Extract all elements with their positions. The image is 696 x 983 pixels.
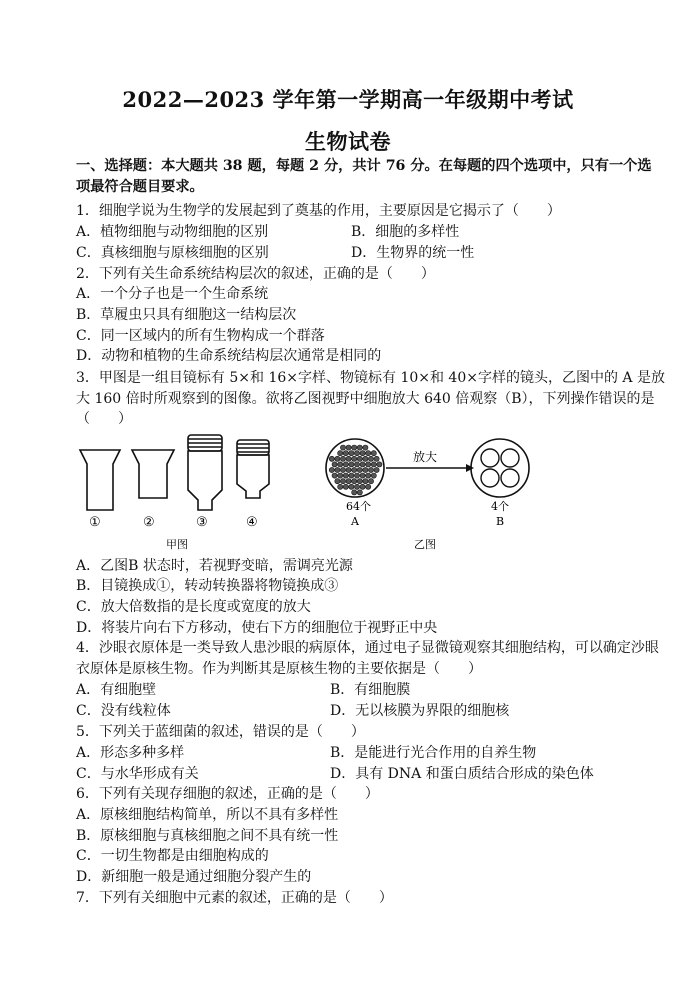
question-2-option-d: D．动物和植物的生命系统结构层次通常是相同的 — [76, 348, 382, 364]
question-3-option-a: A．乙图B 状态时，若视野变暗，需调亮光源 — [76, 558, 353, 574]
view-a-cell — [360, 473, 365, 478]
view-b-cell — [481, 469, 499, 487]
view-a-cell — [354, 473, 359, 478]
lens-label-3: ③ — [196, 515, 208, 530]
question-4-option-d: D．无以核膜为界限的细胞核 — [330, 703, 510, 719]
view-a-cell — [368, 479, 373, 484]
question-3-option-c: C．放大倍数指的是长度或宽度的放大 — [76, 599, 311, 615]
question-4-option-c: C．没有线粒体 — [76, 703, 171, 719]
lens-3-thread — [188, 439, 222, 447]
question-3-stem: 3．甲图是一组目镜标有 5×和 16×字样、物镜标有 10×和 40×字样的镜头，乙图中的 A 是放大 160 倍时所观察到的图像。欲将乙图视野中细胞放大 640 倍观察（B），下列操作错误的是（ ） — [76, 370, 665, 427]
question-2-option-b: B．草履虫只具有细胞这一结构层次 — [76, 307, 297, 323]
magnify-arrow — [386, 464, 474, 472]
view-a-cell — [366, 484, 371, 489]
view-a-cell — [338, 473, 343, 478]
section-heading: 一、选择题：本大题共 38 题，每题 2 分，共计 76 分。在每题的四个选项中，只有一个选项最符合题目要求。 — [76, 158, 652, 195]
question-5-option-b: B．是能进行光合作用的自养生物 — [330, 745, 537, 761]
view-a-cell — [338, 484, 343, 489]
question-6-option-c: C．一切生物都是由细胞构成的 — [76, 848, 269, 864]
view-a-cell — [357, 479, 362, 484]
view-a-cell — [360, 484, 365, 489]
view-a-cell — [338, 462, 343, 467]
view-a-cell — [354, 451, 359, 456]
lens-1-shape — [80, 450, 120, 510]
question-6-stem: 6．下列有关现存细胞的叙述，正确的是（ ） — [76, 786, 379, 802]
view-a-cell — [343, 484, 348, 489]
view-a-cell — [346, 467, 351, 472]
question-2-option-c: C．同一区域内的所有生物构成一个群落 — [76, 328, 325, 344]
view-a — [326, 439, 384, 497]
view-a-cell — [363, 456, 368, 461]
question-7-stem: 7．下列有关细胞中元素的叙述，正确的是（ ） — [76, 890, 393, 906]
view-a-cells — [329, 445, 382, 495]
view-a-cell — [374, 456, 379, 461]
question-5-option-d: D．具有 DNA 和蛋白质结合形成的染色体 — [330, 766, 594, 782]
lens-4-body — [237, 455, 269, 498]
view-a-cell — [340, 445, 345, 450]
view-a-cell — [371, 462, 376, 467]
lens-set-jia — [80, 435, 269, 510]
view-a-cell — [329, 467, 334, 472]
question-1-option-a: A．植物细胞与动物细胞的区别 — [76, 224, 269, 240]
question-3-option-b: B．目镜换成①，转动转换器将物镜换成③ — [76, 578, 339, 594]
question-3-option-d: D．将装片向右下方移动，使右下方的细胞位于视野正中央 — [76, 620, 438, 636]
view-b-count: 4个 — [491, 500, 509, 513]
question-1-stem: 1．细胞学说为生物学的发展起到了奠基的作用，主要原因是它揭示了（ ） — [76, 203, 561, 219]
view-a-cell — [343, 451, 348, 456]
view-a-cell — [340, 456, 345, 461]
view-a-cell — [357, 467, 362, 472]
lens-2-shape — [132, 450, 174, 498]
view-a-cell — [354, 484, 359, 489]
question-4-option-b: B．有细胞膜 — [330, 682, 411, 698]
view-a-cell — [368, 467, 373, 472]
view-a-cell — [354, 462, 359, 467]
view-a-cell — [377, 462, 382, 467]
view-a-cell — [357, 490, 362, 495]
view-a-cell — [349, 484, 354, 489]
lens-label-2: ② — [143, 515, 155, 530]
view-a-cell — [360, 451, 365, 456]
lens-4-thread — [237, 444, 269, 452]
view-a-cell — [352, 467, 357, 472]
view-a-cell — [374, 467, 379, 472]
view-a-cell — [343, 462, 348, 467]
view-a-cell — [352, 445, 357, 450]
view-a-cell — [352, 490, 357, 495]
view-b-cell — [501, 449, 519, 467]
question-6-option-a: A．原核细胞结构简单，所以不具有多样性 — [76, 807, 339, 823]
view-a-cell — [371, 473, 376, 478]
view-a-cell — [352, 479, 357, 484]
view-a-cell — [366, 473, 371, 478]
question-1-option-d: D．生物界的统一性 — [351, 245, 475, 261]
view-a-cell — [363, 445, 368, 450]
question-6-option-b: B．原核细胞与真核细胞之间不具有统一性 — [76, 828, 339, 844]
view-a-cell — [335, 467, 340, 472]
question-4-option-a: A．有细胞壁 — [76, 682, 157, 698]
view-a-cell — [363, 479, 368, 484]
view-a-cell — [332, 462, 337, 467]
question-2-stem: 2．下列有关生命系统结构层次的叙述，正确的是（ ） — [76, 266, 435, 282]
view-a-cell — [340, 467, 345, 472]
view-a-cell — [357, 456, 362, 461]
view-a-cell — [357, 445, 362, 450]
view-b — [471, 439, 529, 497]
view-a-cell — [340, 479, 345, 484]
question-5-option-a: A．形态多种多样 — [76, 745, 185, 761]
question-6-option-d: D．新细胞一般是通过细胞分裂产生的 — [76, 869, 312, 885]
view-a-cell — [349, 473, 354, 478]
exam-subtitle: 生物试卷 — [305, 129, 391, 154]
view-b-field — [471, 439, 529, 497]
question-1-option-b: B．细胞的多样性 — [351, 224, 460, 240]
view-a-cell — [346, 445, 351, 450]
view-a-cell — [360, 462, 365, 467]
view-a-cell — [366, 451, 371, 456]
question-5-option-c: C．与水华形成有关 — [76, 766, 199, 782]
view-a-cell — [363, 467, 368, 472]
view-a-cell — [352, 456, 357, 461]
question-1-option-c: C．真核细胞与原核细胞的区别 — [76, 245, 269, 261]
view-b-label: B — [496, 515, 505, 528]
view-a-count: 64个 — [346, 500, 371, 513]
question-3-figure — [70, 428, 550, 553]
view-a-cell — [368, 456, 373, 461]
view-a-cell — [346, 479, 351, 484]
view-a-cell — [343, 473, 348, 478]
arrow-label: 放大 — [413, 450, 438, 464]
view-a-cell — [338, 451, 343, 456]
question-5-stem: 5．下列关于蓝细菌的叙述，错误的是（ ） — [76, 724, 365, 740]
view-b-cell — [501, 469, 519, 487]
view-a-cell — [366, 462, 371, 467]
question-2-option-a: A．一个分子也是一个生命系统 — [76, 286, 269, 302]
view-a-cell — [349, 462, 354, 467]
fig-yi-caption: 乙图 — [414, 538, 436, 551]
exam-title: 2022—2023 学年第一学期高一年级期中考试 — [122, 87, 574, 112]
view-a-label: A — [351, 515, 359, 528]
view-a-cell — [329, 456, 334, 461]
lens-3-body — [188, 451, 222, 510]
question-4-stem: 4．沙眼衣原体是一类导致人患沙眼的病原体，通过电子显微镜观察其细胞结构，可以确定沙眼衣原体是原核生物。作为判断其是原核生物的主要依据是（ ） — [76, 640, 659, 677]
view-a-cell — [371, 451, 376, 456]
fig-jia-caption: 甲图 — [166, 538, 188, 551]
view-b-cell — [481, 449, 499, 467]
view-a-cell — [332, 473, 337, 478]
view-a-cell — [335, 479, 340, 484]
view-a-cell — [346, 456, 351, 461]
view-a-cell — [349, 451, 354, 456]
view-a-cell — [335, 456, 340, 461]
lens-label-1: ① — [89, 515, 101, 530]
lens-label-4: ④ — [246, 515, 258, 530]
